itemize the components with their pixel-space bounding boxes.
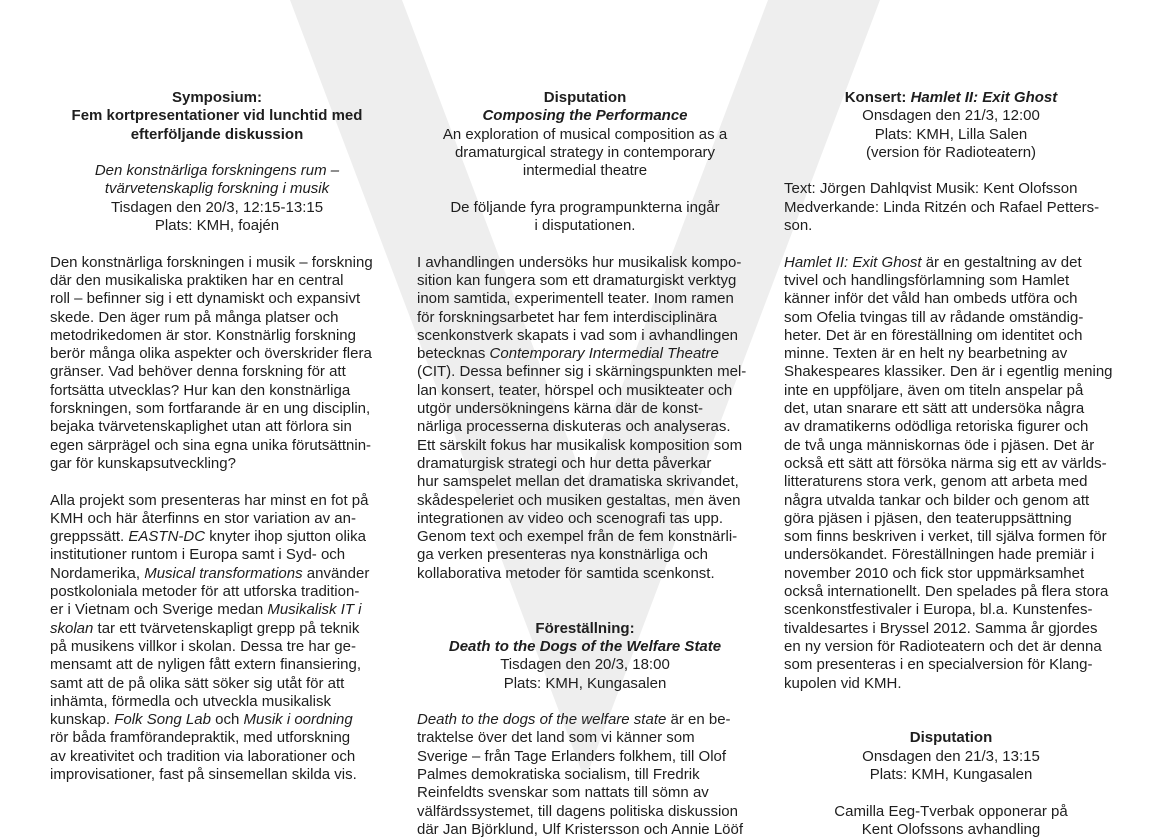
paragraph-line: I avhandlingen undersöks hur musikalisk kompo- (417, 253, 742, 271)
paragraph-line: kollaborativa metoder för samtida scenkonst. (417, 564, 715, 582)
paragraph-line: tivaldesartes i Bryssel 2012. Samma år gjordes (784, 619, 1098, 637)
heading-line (417, 638, 753, 656)
disputation-column (417, 89, 753, 839)
paragraph-line: undersökandet. Föreställningen hade premiär i (784, 546, 1095, 564)
paragraph-line: som presenteras i en specialversion för Klang- (784, 656, 1093, 674)
paragraph-line: gar för kunskapsutveckling? (50, 454, 236, 472)
subtitle-line: Den konstnärliga forskningens rum – (94, 162, 340, 180)
paragraph-line: egen särprägel och sina egna unika förutsättnin- (50, 436, 372, 454)
heading-line (784, 89, 1118, 107)
paragraph-line: som Ofelia tvingas till av rådande omständig- (784, 308, 1084, 326)
symposium-details (50, 199, 384, 236)
symposium-paragraph (50, 254, 384, 474)
paragraph-line: Sverige – från Tage Erlanders folkhem, till Olof (417, 747, 727, 765)
heading-line: Symposium: (171, 89, 262, 106)
disputation-paragraph (417, 254, 753, 583)
paragraph-line (50, 601, 384, 619)
text-run: är en be- (666, 711, 731, 729)
italic-title: Musik i oordning (243, 711, 353, 729)
defense-heading (784, 729, 1118, 747)
text-run: Konsert: (844, 89, 911, 106)
paragraph-line: det, utan snarare ett sätt att undersöka några (784, 400, 1085, 418)
description-line: intermedial theatre (522, 162, 648, 180)
text-run: knyter ihop sjutton olika (205, 528, 366, 546)
concert-paragraph (784, 254, 1118, 693)
concert-heading (784, 89, 1118, 107)
symposium-column (50, 89, 384, 784)
paragraph-line: postkoloniala metoder för att utforska tradition- (50, 583, 360, 601)
details-line: Tisdagen den 20/3, 18:00 (500, 656, 670, 674)
text-run: Nordamerika, (50, 564, 145, 582)
paragraph-line: där Jan Björklund, Ulf Kristersson och Annie Lööf (417, 820, 744, 838)
concert-details (784, 107, 1118, 162)
text-run: använder (302, 564, 370, 582)
disputation-description (417, 126, 753, 181)
italic-title: Composing the Performance (482, 107, 688, 125)
text-run: greppssätt. (50, 528, 129, 546)
paragraph-line: gränser. Vad behöver denna forskning för att (50, 363, 346, 381)
heading-line (417, 107, 753, 125)
paragraph-line: av kreativitet och tradition via laborationer och (50, 747, 356, 765)
defense-details (784, 748, 1118, 785)
italic-title: Death to the dogs of the welfare state (417, 711, 667, 729)
paragraph-line: de två unga människornas öde i pjäsen. Det är (784, 436, 1095, 454)
concert-credits (784, 180, 1118, 235)
paragraph-line: forskningen, som fortfarande är en ung disciplin, (50, 400, 371, 418)
paragraph-line: Shakespeares klassiker. Den är i egentlig mening (784, 363, 1113, 381)
paragraph-line: litteraturens stora verk, genom att arbeta med (784, 473, 1088, 491)
italic-title: Hamlet II: Exit Ghost (784, 253, 922, 271)
paragraph-line: traktelse över det land som vi känner som (417, 729, 695, 747)
paragraph-line: Palmes demokratiska socialism, till Fredrik (417, 765, 700, 783)
paragraph-line (417, 711, 753, 729)
performance-paragraph (417, 711, 753, 839)
italic-title: EASTN-DC (128, 528, 206, 546)
paragraph-line: kupolen vid KMH. (784, 674, 902, 692)
paragraph-line: berör många olika aspekter och överskrider flera (50, 345, 372, 363)
paragraph-line: (CIT). Dessa befinner sig i skärningspunkten mel- (417, 363, 747, 381)
paragraph-line: också internationellt. Den spelades på flera stora (784, 583, 1109, 601)
paragraph-line: också ett sätt att försöka närma sig ett av världs- (784, 454, 1107, 472)
paragraph-line: institutioner runtom i Europa samt i Syd- och (50, 546, 346, 564)
paragraph-line: inte en uppföljare, även om titeln anspelar på (784, 381, 1084, 399)
description-line: dramaturgical strategy in contemporary (454, 143, 716, 161)
text-run: betecknas (417, 345, 490, 363)
paragraph-line: känner inför det våld han ombeds utföra och (784, 290, 1078, 308)
details-line: Onsdagen den 21/3, 13:15 (862, 747, 1040, 765)
credits-line: Text: Jörgen Dahlqvist Musik: Kent Olofsson (784, 180, 1078, 198)
paragraph-line: närliga processerna diskuteras och analyseras. (417, 418, 731, 436)
paragraph-line: tvivel och handlingsförlamning som Hamlet (784, 271, 1070, 289)
paragraph-line: fortsätta utvecklas? Hur kan den konstnärliga (50, 381, 351, 399)
paragraph-line (417, 345, 753, 363)
defense-opponent (784, 803, 1118, 840)
paragraph-line (50, 620, 384, 638)
paragraph-line: lan konsert, teater, hörspel och musikteater och (417, 381, 733, 399)
disputation-heading (417, 89, 753, 126)
paragraph-line (50, 711, 384, 729)
note-line: i disputationen. (534, 217, 636, 235)
performance-details (417, 656, 753, 693)
paragraph-line: mensamt att de nyligen fått extern finansiering, (50, 656, 362, 674)
paragraph-line: improvisationer, fast på sinsemellan skilda vis. (50, 765, 357, 783)
details-line: Tisdagen den 20/3, 12:15-13:15 (110, 198, 324, 216)
heading-line: efterföljande diskussion (130, 125, 304, 143)
paragraph-line: göra pjäsen i pjäsen, den teateruppsättning (784, 509, 1072, 527)
paragraph-line: KMH och här återfinns en stor variation av an- (50, 509, 356, 527)
paragraph-line: roll – befinner sig i ett dynamiskt och expansivt (50, 290, 361, 308)
paragraph-line: scenkonstfestivaler i Europa, bl.a. Kunstenfes- (784, 601, 1093, 619)
text-run: er i Vietnam och Sverige medan (50, 601, 268, 619)
paragraph-line: välfärdssystemet, till dagens politiska diskussion (417, 802, 738, 820)
disputation-note (417, 199, 753, 236)
italic-title: skolan (50, 619, 94, 637)
details-line: Plats: KMH, Kungasalen (503, 674, 667, 692)
paragraph-line: en ny version för Radioteatern och det är denna (784, 637, 1102, 655)
paragraph-line: dramaturgisk strategi och hur detta påverkar (417, 454, 712, 472)
heading-line: Disputation (543, 89, 627, 106)
heading-line: Fem kortpresentationer vid lunchtid med (71, 107, 363, 125)
paragraph-line (784, 254, 1118, 272)
credits-line: Medverkande: Linda Ritzén och Rafael Petters- (784, 198, 1100, 216)
text-run: kunskap. (50, 711, 115, 729)
heading-line: Föreställning: (535, 619, 635, 637)
opponent-line: Kent Olofssons avhandling (861, 820, 1041, 838)
paragraph-line (50, 565, 384, 583)
paragraph-line: några utvalda tankar och bilder och genom att (784, 491, 1090, 509)
paragraph-line (50, 528, 384, 546)
paragraph-line: rör båda framförandepraktik, med utforskning (50, 729, 351, 747)
paragraph-line: hur samspelet mellan det dramatiska skrivandet, (417, 473, 739, 491)
text-run: och (210, 711, 244, 729)
paragraph-line: för forskningsarbetet har fem interdisciplinära (417, 308, 718, 326)
symposium-heading (50, 89, 384, 144)
paragraph-line: bejaka tvärvetenskaplighet utan att förlora sin (50, 418, 352, 436)
italic-title: Contemporary Intermedial Theatre (489, 345, 719, 363)
paragraph-line: heter. Det är en föreställning om identitet och (784, 326, 1083, 344)
paragraph-line: samt att de på olika sätt söker sig utåt för att (50, 674, 345, 692)
text-run: tar ett tvärvetenskapligt grepp på teknik (93, 619, 360, 637)
subtitle-line: tvärvetenskaplig forskning i musik (104, 180, 330, 198)
paragraph-line: scenkonstverk skapats i vad som i avhandlingen (417, 326, 739, 344)
paragraph-line: skådespeleriet och musiken gestaltas, men även (417, 491, 741, 509)
details-line: Plats: KMH, Kungasalen (869, 765, 1033, 783)
italic-title: Musical transformations (144, 564, 303, 582)
paragraph-line: minne. Texten är en helt ny bearbetning av (784, 345, 1068, 363)
symposium-subtitle (50, 162, 384, 199)
paragraph-line: Ett särskilt fokus har musikalisk komposition som (417, 436, 743, 454)
details-line: Plats: KMH, Lilla Salen (874, 125, 1028, 143)
paragraph-line: skede. Den äger rum på många platser och (50, 308, 339, 326)
note-line: De följande fyra programpunkterna ingår (450, 198, 720, 216)
paragraph-line: sition kan fungera som ett dramaturgiskt verktyg (417, 271, 737, 289)
paragraph-line: inom samtida, experimentell teater. Inom ramen (417, 290, 734, 308)
italic-title: Folk Song Lab (114, 711, 211, 729)
opponent-line: Camilla Eeg-Tverbak opponerar på (834, 802, 1068, 820)
paragraph-line: utgör undersökningens kärna där de konst- (417, 400, 704, 418)
concert-column (784, 89, 1118, 839)
text-run: är en gestaltning av det (921, 253, 1082, 271)
paragraph-line: inhämta, förmedla och utveckla musikalisk (50, 692, 331, 710)
paragraph-line: Alla projekt som presenteras har minst en fot på (50, 491, 369, 509)
paragraph-line: integrationen av video och scenografi tas upp. (417, 509, 724, 527)
paragraph-line: av dramatikerns odödliga retoriska figurer och (784, 418, 1089, 436)
paragraph-line: Den konstnärliga forskningen i musik – forskning (50, 253, 373, 271)
paragraph-line: ga verken presenteras nya konstnärliga och (417, 546, 709, 564)
details-line: Onsdagen den 21/3, 12:00 (862, 107, 1040, 125)
paragraph-line: på musikens villkor i skolan. Dessa tre har ge- (50, 637, 356, 655)
heading-line: Disputation (909, 729, 993, 747)
details-line: Plats: KMH, foajén (154, 217, 280, 235)
details-line: (version för Radioteatern) (865, 143, 1037, 161)
description-line: An exploration of musical composition as a (442, 125, 728, 143)
performance-heading (417, 620, 753, 657)
paragraph-line: november 2010 och fick stor uppmärksamhet (784, 564, 1085, 582)
symposium-paragraph (50, 492, 384, 785)
paragraph-line: Reinfeldts svenskar som nattats till sömn av (417, 784, 709, 802)
paragraph-line: metodrikedomen är stor. Konstnärlig forskning (50, 326, 356, 344)
italic-title: Death to the Dogs of the Welfare State (448, 637, 722, 655)
paragraph-line: som finns beskriven i verket, till själva formen för (784, 528, 1107, 546)
paragraph-line: där den musikaliska praktiken har en central (50, 271, 344, 289)
paragraph-line: Genom text och exempel från de fem konstnärli- (417, 528, 738, 546)
credits-line: son. (784, 217, 813, 235)
italic-title: Musikalisk IT i (267, 601, 362, 619)
italic-title: Hamlet II: Exit Ghost (910, 89, 1058, 106)
